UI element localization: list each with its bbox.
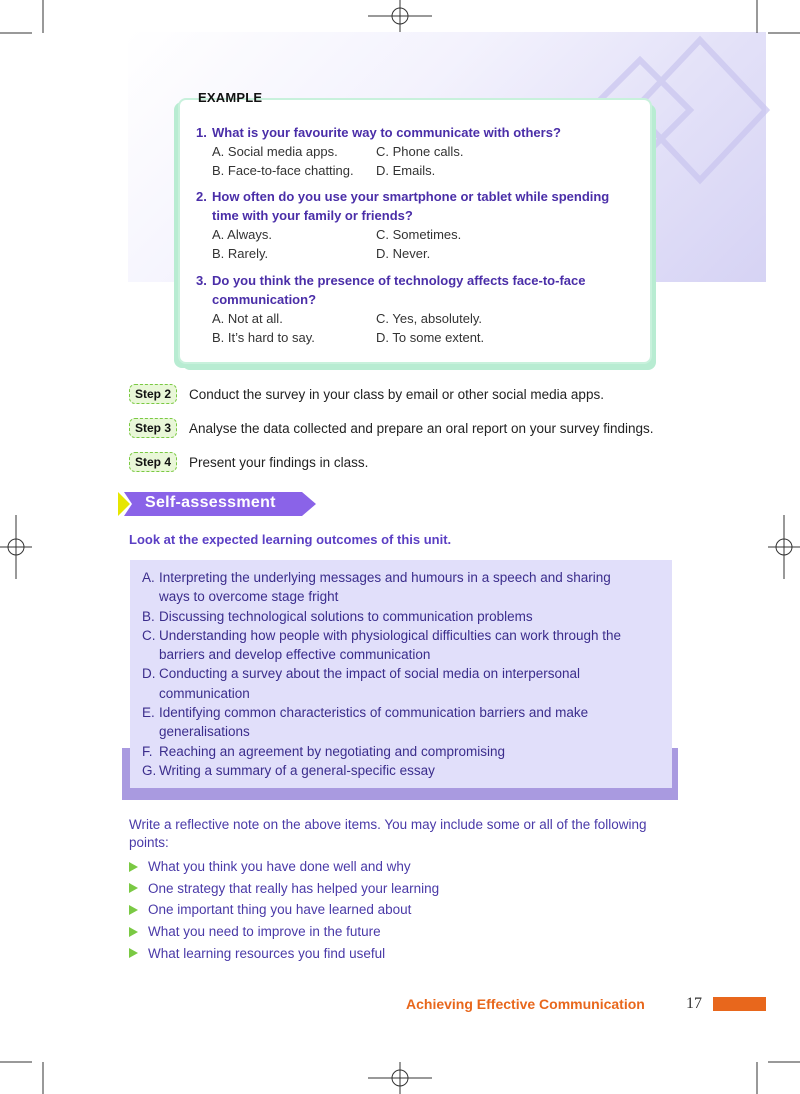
reflection-point-text: What learning resources you find useful [148, 945, 386, 961]
question-text: What is your favourite way to communicate with others? [212, 125, 561, 140]
option: B. It’s hard to say. [212, 330, 315, 345]
bullet-arrow-icon [129, 948, 138, 958]
outcome-letter: D. [142, 666, 156, 682]
bullet-arrow-icon [129, 862, 138, 872]
question-1 [196, 123, 561, 180]
outcome-letter: F. [142, 743, 153, 759]
outcomes-list [142, 568, 670, 780]
reflection-point-text: What you need to improve in the future [148, 924, 381, 940]
outcome-letter: C. [142, 627, 156, 643]
outcome-text: Writing a summary of a general-specific essay [159, 762, 435, 778]
question-text-cont: communication? [212, 292, 317, 307]
outcome-letter: G. [142, 762, 157, 778]
reflection-point [129, 942, 439, 964]
question-text-cont: time with your family or friends? [212, 208, 413, 223]
outcome-item [142, 607, 670, 626]
reflection-point [129, 856, 439, 878]
step-badge: Step 3 [129, 418, 177, 438]
outcome-item [142, 626, 670, 665]
outcome-text: Interpreting the underlying messages and humours in a speech and sharing [159, 570, 611, 585]
outcome-letter: E. [142, 705, 155, 721]
step-badge: Step 4 [129, 452, 177, 472]
step-4 [129, 452, 368, 472]
question-number: 1. [196, 125, 207, 140]
reflection-point [129, 899, 439, 921]
outcome-text: ways to overcome stage fright [159, 589, 339, 605]
example-title: EXAMPLE [198, 90, 263, 105]
step-2 [129, 384, 604, 404]
step-badge: Step 2 [129, 384, 177, 404]
option: B. Face-to-face chatting. [212, 163, 354, 178]
outcome-item [142, 664, 670, 703]
outcome-text: generalisations [159, 724, 250, 740]
option: C. Yes, absolutely. [376, 311, 482, 326]
reflection-point [129, 921, 439, 943]
option: C. Phone calls. [376, 144, 464, 159]
outcomes-intro: Look at the expected learning outcomes of this unit. [129, 532, 452, 547]
reflect-intro: Write a reflective note on the above items. You may include some or all of the following points: [129, 817, 647, 850]
outcome-item [142, 703, 670, 742]
outcome-letter: B. [142, 608, 155, 624]
outcome-item [142, 568, 670, 607]
self-assessment-title: Self-assessment [145, 494, 276, 511]
page-number: 17 [686, 995, 702, 1012]
reflection-point-text: What you think you have done well and why [148, 859, 411, 875]
reflection-points [129, 856, 439, 964]
option: A. Always. [212, 227, 272, 242]
outcome-text: barriers and develop effective communication [159, 647, 431, 663]
footer-unit-title: Achieving Effective Communication [406, 996, 645, 1012]
outcome-text: Conducting a survey about the impact of social media on interpersonal [159, 666, 580, 682]
question-text: How often do you use your smartphone or tablet while spending [212, 189, 610, 204]
question-3 [196, 271, 585, 347]
question-number: 3. [196, 273, 207, 288]
option: A. Not at all. [212, 311, 283, 326]
reflection-point [129, 878, 439, 900]
outcome-text: Discussing technological solutions to communication problems [159, 608, 533, 624]
question-text: Do you think the presence of technology affects face-to-face [212, 273, 586, 288]
outcome-letter: A. [142, 570, 155, 585]
bullet-arrow-icon [129, 905, 138, 915]
bullet-arrow-icon [129, 883, 138, 893]
reflection-point-text: One important thing you have learned about [148, 902, 412, 918]
footer-accent-bar [713, 997, 766, 1011]
option: B. Rarely. [212, 246, 269, 261]
outcome-item [142, 761, 670, 780]
outcome-text: Identifying common characteristics of communication barriers and make [159, 705, 589, 721]
option: D. To some extent. [376, 330, 485, 345]
option: D. Never. [376, 246, 431, 261]
step-3 [129, 418, 654, 438]
step-text: Conduct the survey in your class by email or other social media apps. [189, 386, 604, 402]
outcome-text: Reaching an agreement by negotiating and compromising [159, 743, 505, 759]
question-number: 2. [196, 189, 207, 204]
outcome-text: communication [159, 685, 250, 701]
step-text: Present your findings in class. [189, 454, 369, 470]
option: A. Social media apps. [212, 144, 338, 159]
option: D. Emails. [376, 163, 436, 178]
outcome-item [142, 742, 670, 761]
step-text: Analyse the data collected and prepare an oral report on your survey findings. [189, 420, 654, 436]
bullet-arrow-icon [129, 927, 138, 937]
outcome-text: Understanding how people with physiological difficulties can work through the [159, 627, 622, 643]
reflection-point-text: One strategy that really has helped your learning [148, 880, 440, 896]
option: C. Sometimes. [376, 227, 462, 242]
question-2 [196, 187, 609, 263]
